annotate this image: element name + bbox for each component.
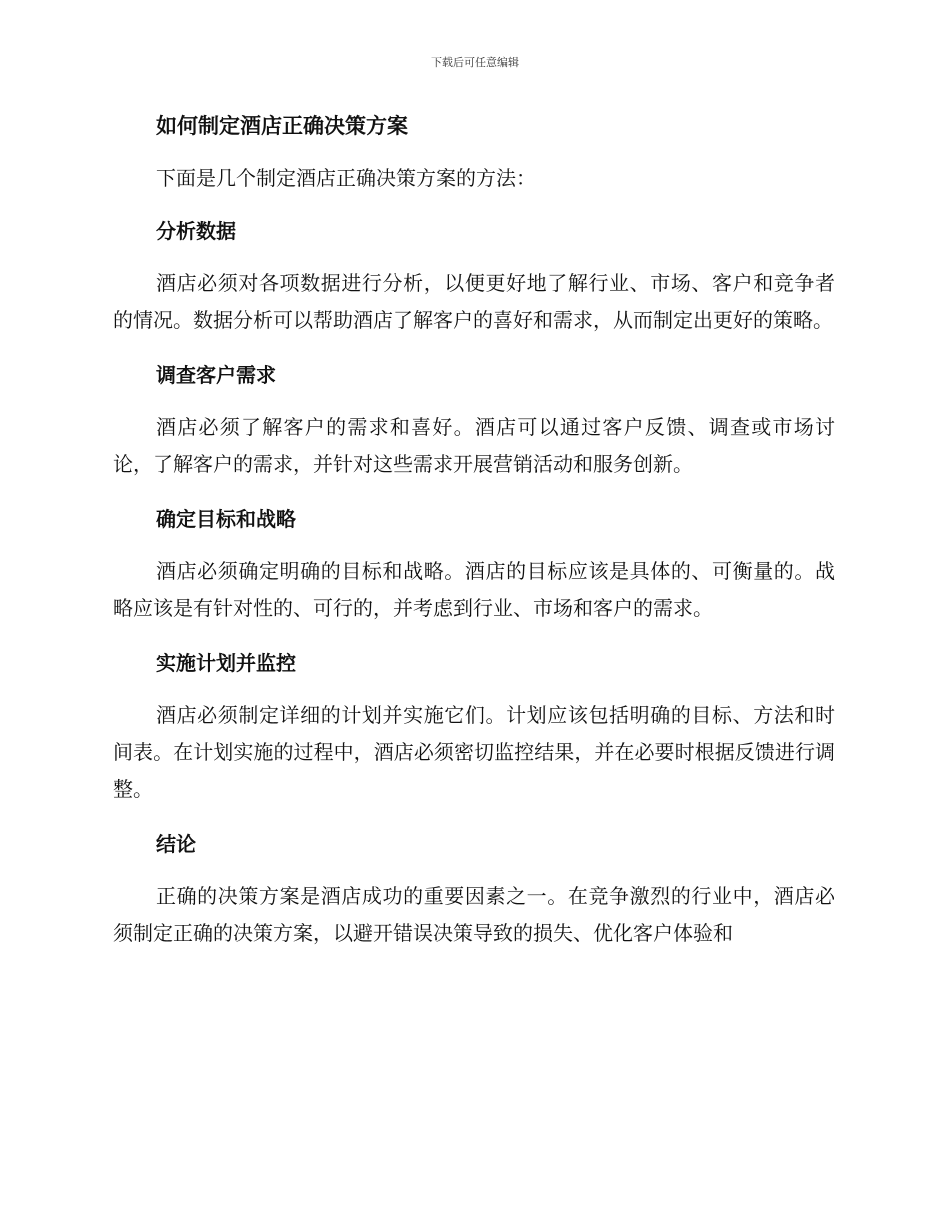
section-heading: 调查客户需求 [156,363,276,387]
section-paragraph: 酒店必须制定详细的计划并实施它们。计划应该包括明确的目标、方法和时间表。在计划实施的过程中，酒店必须密切监控结果，并在必要时根据反馈进行调整。 [113,703,835,801]
section-heading: 确定目标和战略 [156,507,296,531]
section-heading: 分析数据 [156,219,236,243]
section-paragraph: 酒店必须了解客户的需求和喜好。酒店可以通过客户反馈、调查或市场讨论，了解客户的需求，并针对这些需求开展营销活动和服务创新。 [113,415,835,476]
section-paragraph: 正确的决策方案是酒店成功的重要因素之一。在竞争激烈的行业中，酒店必须制定正确的决策方案，以避开错误决策导致的损失、优化客户体验和 [113,884,835,945]
intro-paragraph: 下面是几个制定酒店正确决策方案的方法： [156,166,536,190]
document-body [113,106,835,952]
page-header: 下载后可任意编辑 [431,56,519,69]
section-heading: 结论 [156,832,196,856]
section-paragraph: 酒店必须确定明确的目标和战略。酒店的目标应该是具体的、可衡量的。战略应该是有针对性的、可行的，并考虑到行业、市场和客户的需求。 [113,559,835,620]
document-title: 如何制定酒店正确决策方案 [156,114,408,138]
section-heading: 实施计划并监控 [156,651,296,675]
section-paragraph: 酒店必须对各项数据进行分析，以便更好地了解行业、市场、客户和竞争者的情况。数据分析可以帮助酒店了解客户的喜好和需求，从而制定出更好的策略。 [113,271,835,332]
